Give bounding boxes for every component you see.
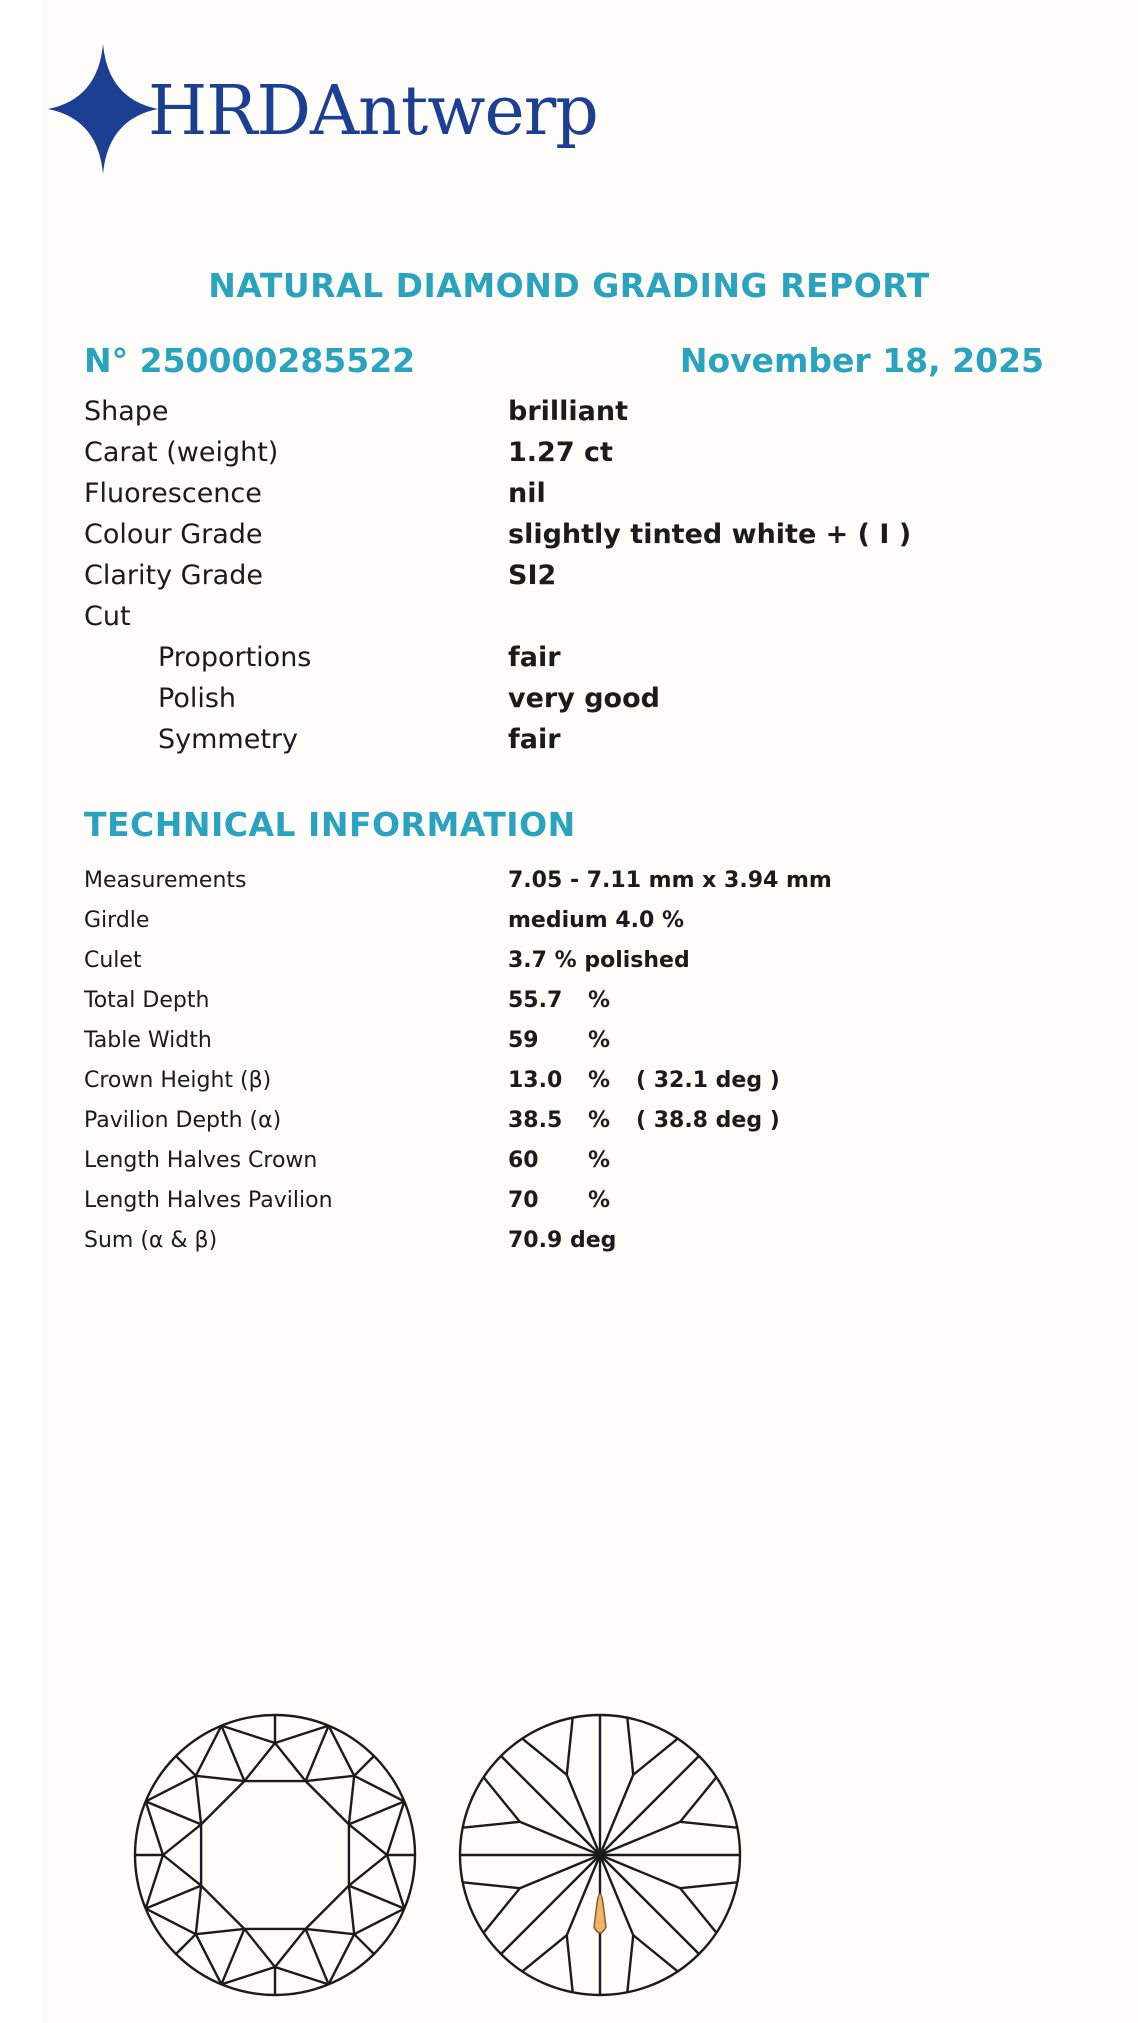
tech-label: Culet xyxy=(84,948,142,973)
star-icon xyxy=(48,44,158,174)
grading-label: Colour Grade xyxy=(84,519,263,550)
tech-row-culet xyxy=(84,948,1084,988)
grading-label: Clarity Grade xyxy=(84,560,263,591)
tech-row-girdle xyxy=(84,908,1084,948)
grading-value: fair xyxy=(508,642,561,673)
tech-extra: ( 38.8 deg ) xyxy=(636,1108,780,1133)
tech-extra: ( 32.1 deg ) xyxy=(636,1068,780,1093)
grading-value: brilliant xyxy=(508,396,629,427)
grading-label: Fluorescence xyxy=(84,478,262,509)
tech-label: Total Depth xyxy=(84,988,210,1013)
grading-label: Cut xyxy=(84,601,131,632)
tech-value: medium 4.0 % xyxy=(508,908,685,933)
tech-unit: % xyxy=(588,1188,611,1213)
tech-label: Crown Height (β) xyxy=(84,1068,272,1093)
grading-value: slightly tinted white + ( I ) xyxy=(508,519,912,550)
grading-value: SI2 xyxy=(508,560,557,591)
tech-value: 3.7 % polished xyxy=(508,948,690,973)
tech-label: Length Halves Pavilion xyxy=(84,1188,333,1213)
tech-row-crown-height xyxy=(84,1068,1084,1108)
tech-label: Sum (α & β) xyxy=(84,1228,218,1253)
tech-value: 59 xyxy=(508,1028,539,1053)
grading-row-symmetry xyxy=(84,724,1084,765)
tech-row-sum-angles xyxy=(84,1228,1084,1268)
grading-value: nil xyxy=(508,478,546,509)
grading-results xyxy=(84,396,1084,765)
grading-row-shape xyxy=(84,396,1084,437)
grading-row-colour xyxy=(84,519,1084,560)
tech-row-table-width xyxy=(84,1028,1084,1068)
tech-unit: % xyxy=(588,988,611,1013)
tech-value: 7.05 - 7.11 mm x 3.94 mm xyxy=(508,868,832,893)
tech-row-total-depth xyxy=(84,988,1084,1028)
crown-plot-icon xyxy=(130,1710,420,2000)
grading-label: Carat (weight) xyxy=(84,437,279,468)
hrd-logo xyxy=(48,44,608,174)
grading-label: Shape xyxy=(84,396,169,427)
tech-unit: % xyxy=(588,1028,611,1053)
grading-row-carat xyxy=(84,437,1084,478)
grading-row-cut xyxy=(84,601,1084,642)
tech-value: 55.7 xyxy=(508,988,563,1013)
technical-information xyxy=(84,868,1084,1268)
tech-unit: % xyxy=(588,1148,611,1173)
inclusion-mark xyxy=(594,1894,606,1933)
tech-value: 13.0 xyxy=(508,1068,563,1093)
grading-label: Symmetry xyxy=(158,724,298,755)
tech-label: Girdle xyxy=(84,908,150,933)
technical-title: TECHNICAL INFORMATION xyxy=(84,805,576,844)
grading-value: very good xyxy=(508,683,660,714)
tech-row-halves-crown xyxy=(84,1148,1084,1188)
tech-unit: % xyxy=(588,1108,611,1133)
tech-label: Length Halves Crown xyxy=(84,1148,318,1173)
grading-row-clarity xyxy=(84,560,1084,601)
tech-value: 70.9 deg xyxy=(508,1228,617,1253)
grading-label: Polish xyxy=(158,683,237,714)
report-number: N° 250000285522 xyxy=(84,341,416,380)
grading-row-fluorescence xyxy=(84,478,1084,519)
brand-name: HRDAntwerp xyxy=(148,72,598,151)
report-title: NATURAL DIAMOND GRADING REPORT xyxy=(208,266,930,305)
tech-row-pavilion-depth xyxy=(84,1108,1084,1148)
grading-value: fair xyxy=(508,724,561,755)
tech-label: Table Width xyxy=(84,1028,212,1053)
grading-row-proportions xyxy=(84,642,1084,683)
tech-unit: % xyxy=(588,1068,611,1093)
tech-value: 70 xyxy=(508,1188,539,1213)
tech-value: 38.5 xyxy=(508,1108,563,1133)
grading-label: Proportions xyxy=(158,642,312,673)
tech-row-halves-pavilion xyxy=(84,1188,1084,1228)
tech-label: Measurements xyxy=(84,868,247,893)
pavilion-plot-icon xyxy=(455,1710,745,2000)
grading-row-polish xyxy=(84,683,1084,724)
grading-value: 1.27 ct xyxy=(508,437,613,468)
tech-value: 60 xyxy=(508,1148,539,1173)
tech-row-measurements xyxy=(84,868,1084,908)
tech-label: Pavilion Depth (α) xyxy=(84,1108,282,1133)
report-date: November 18, 2025 xyxy=(679,341,1044,380)
